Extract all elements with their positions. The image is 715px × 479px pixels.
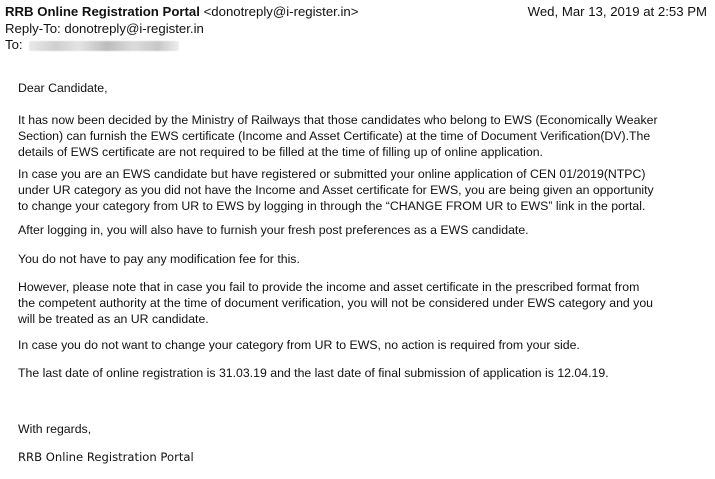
email-header <box>5 4 710 54</box>
paragraph-line: In case you are an EWS candidate but have registered or submitted your online application of CEN 01/2019(NTPC) <box>18 167 646 181</box>
paragraph-line: However, please note that in case you fail to provide the income and asset certificate in the prescribed format from <box>18 280 640 294</box>
paragraph-line: under UR category as you did not have the Income and Asset certificate for EWS, you are being given an opportunity <box>18 183 654 198</box>
paragraph-last-dates: The last date of online registration is 31.03.19 and the last date of final submission of application is 12.04.19. <box>18 366 609 380</box>
sender-name[interactable]: RRB Online Registration Portal <box>5 4 200 19</box>
paragraph-line: will be treated as an UR candidate. <box>18 312 209 327</box>
paragraph-line: It has now been decided by the Ministry of Railways that those candidates who belong to EWS (Economically Weaker <box>18 113 658 127</box>
email-date: Wed, Mar 13, 2019 at 2:53 PM <box>527 4 707 19</box>
from-row <box>5 4 710 21</box>
paragraph-change-category <box>18 166 708 215</box>
reply-to-label: Reply-To: <box>5 20 61 36</box>
paragraph-no-action: In case you do not want to change your category from UR to EWS, no action is required from your side. <box>18 338 580 352</box>
sender-email[interactable]: <donotreply@i-register.in> <box>203 4 359 19</box>
paragraph-line: Section) can furnish the EWS certificate (Income and Asset Certificate) at the time of Document Verification(DV).The <box>18 129 651 144</box>
paragraph-certificate-warning <box>18 279 708 328</box>
reply-to-row <box>5 21 710 38</box>
paragraph-post-preferences: After logging in, you will also have to furnish your fresh post preferences as a EWS candidate. <box>18 223 529 237</box>
paragraph-line: to change your category from UR to EWS by logging in through the “CHANGE FROM UR to EWS” link in the portal. <box>18 199 646 214</box>
to-row <box>5 37 710 54</box>
paragraph-ews-decision <box>18 112 708 161</box>
redacted-recipient <box>29 41 179 51</box>
greeting: Dear Candidate, <box>18 81 108 95</box>
signature: RRB Online Registration Portal <box>18 450 194 464</box>
to-label: To: <box>5 37 23 52</box>
closing: With regards, <box>18 422 92 436</box>
paragraph-line: the competent authority at the time of document verification, you will not be considered under EWS category and you <box>18 296 654 311</box>
paragraph-no-fee: You do not have to pay any modification fee for this. <box>18 252 300 266</box>
reply-to-address[interactable]: donotreply@i-register.in <box>64 20 204 36</box>
paragraph-line: details of EWS certificate are not required to be filled at the time of filling up of online application. <box>18 145 543 160</box>
